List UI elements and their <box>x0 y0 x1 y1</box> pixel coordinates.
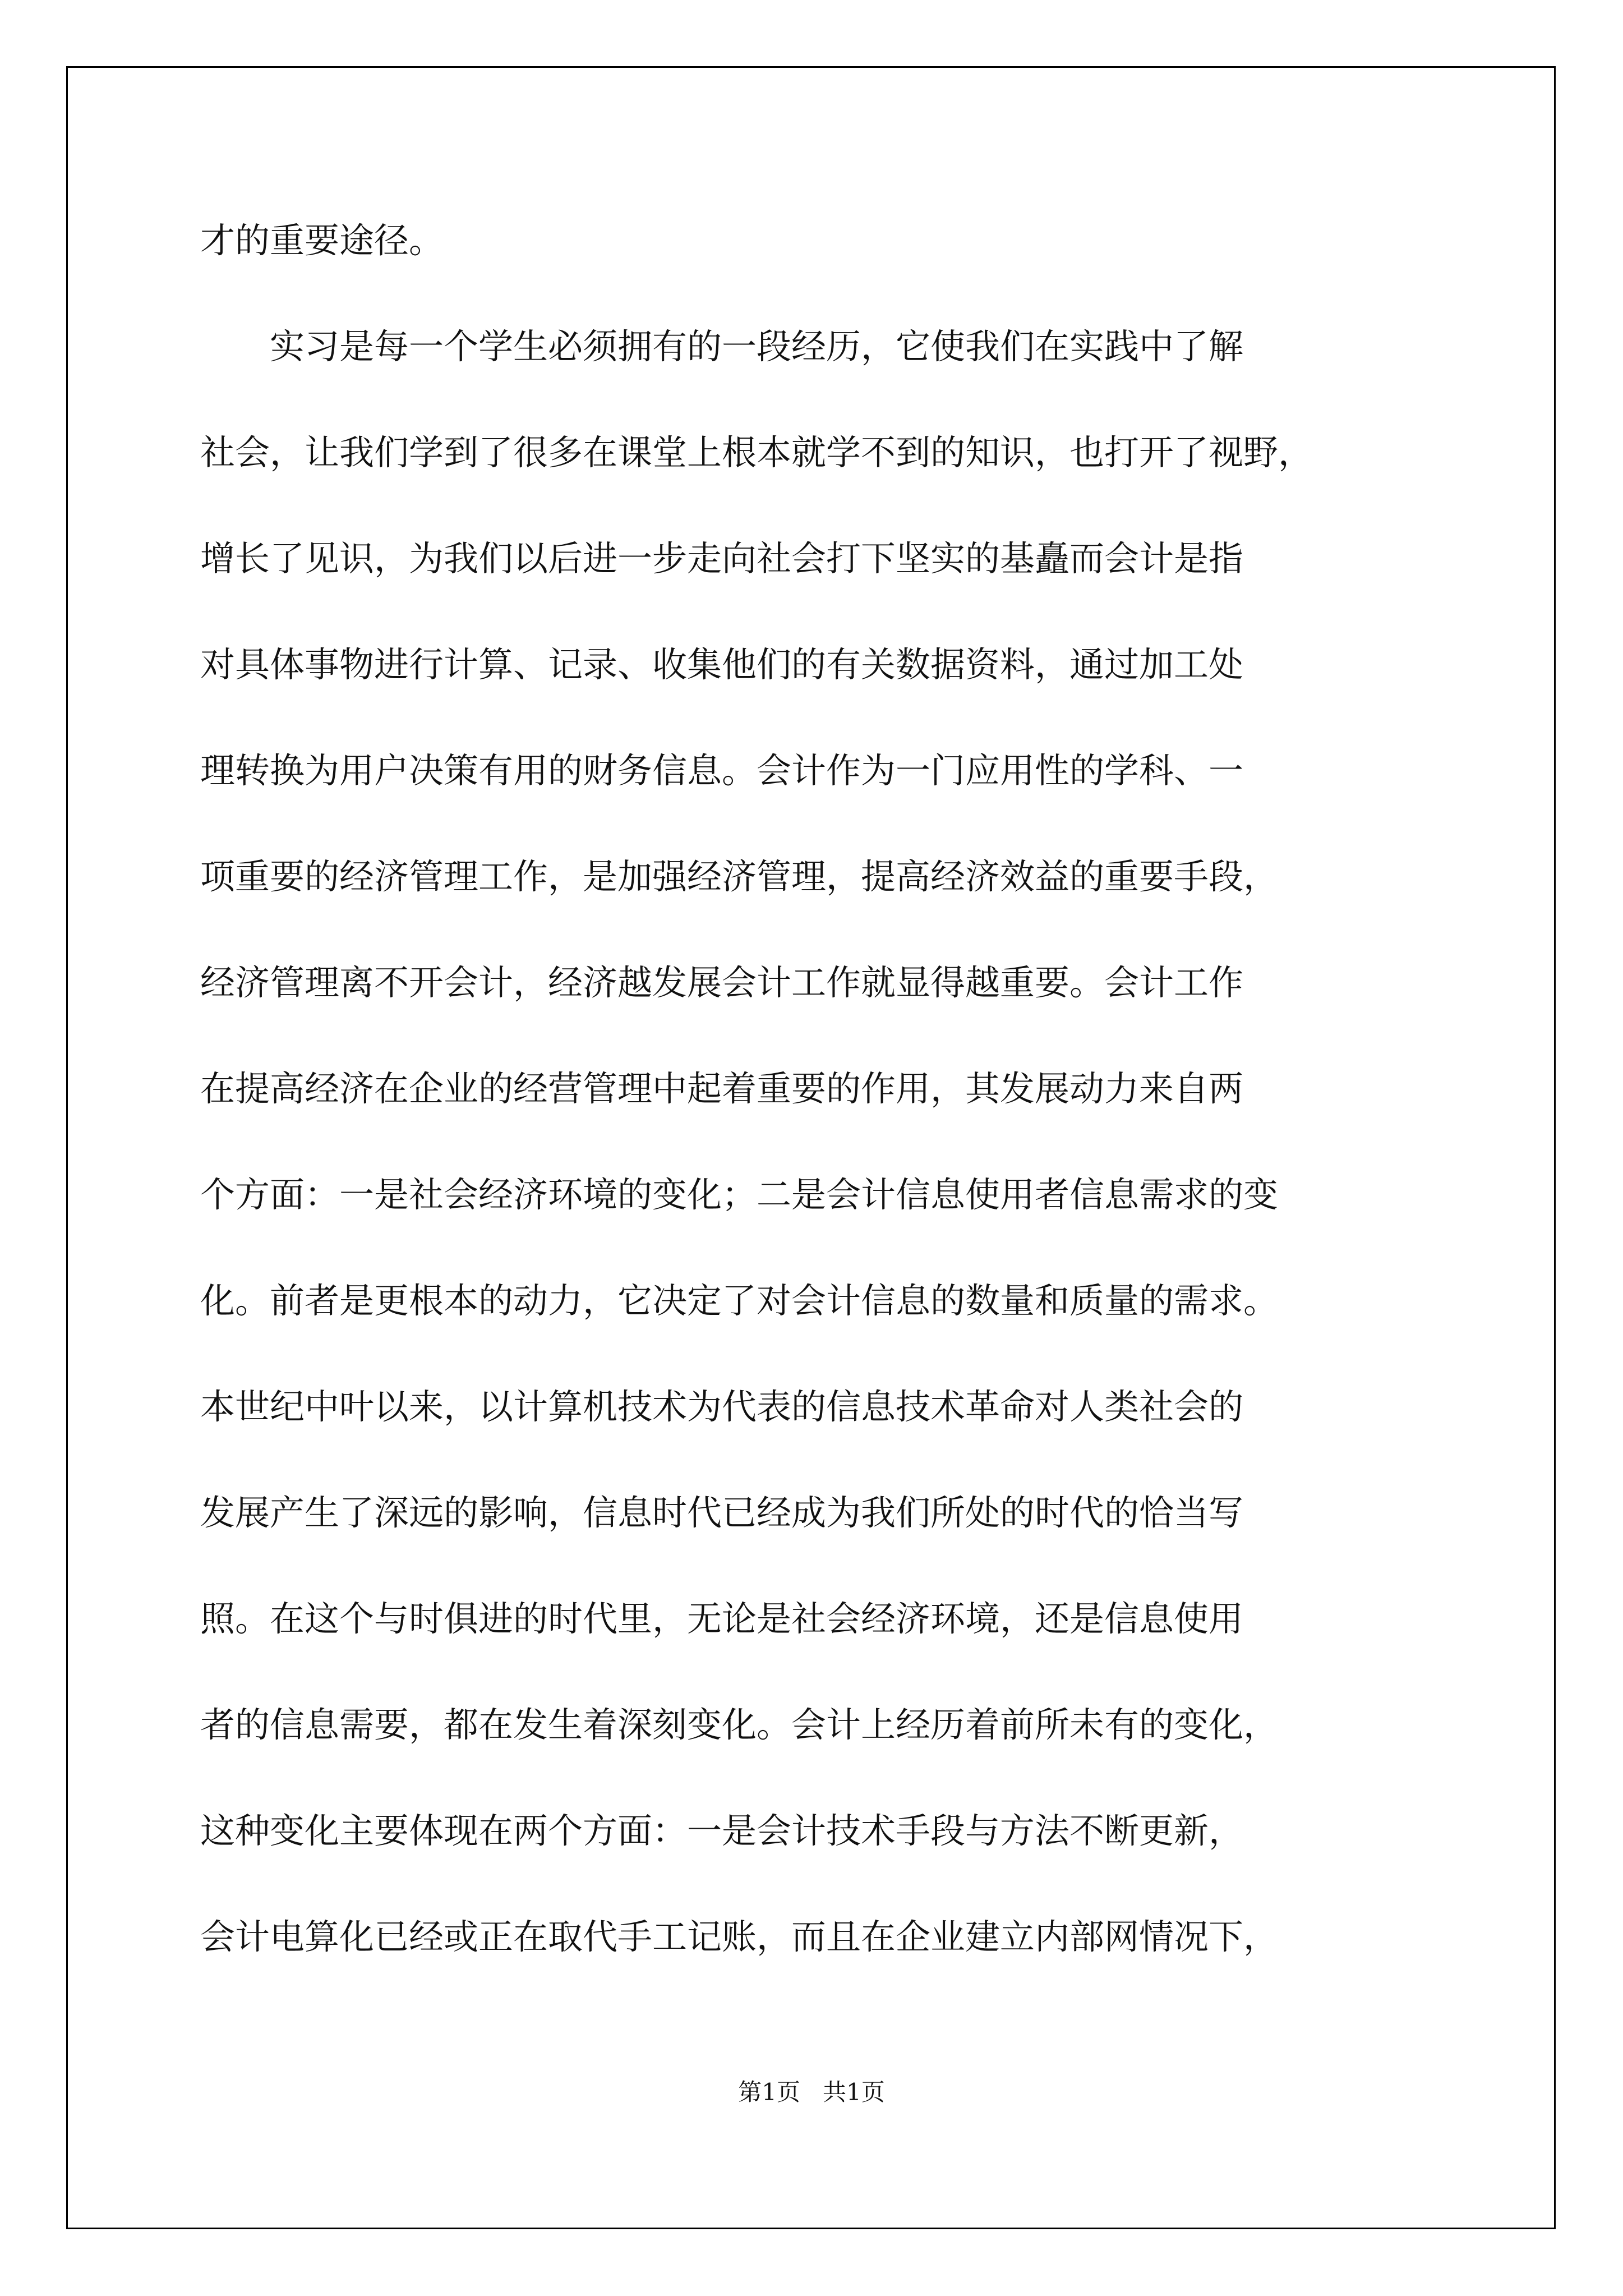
body-text-line: 经济管理离不开会计，经济越发展会计工作就显得越重要。会计工作 <box>200 962 1244 1003</box>
body-text-line: 化。前者是更根本的动力，它决定了对会计信息的数量和质量的需求。 <box>200 1280 1279 1321</box>
body-text-line: 本世纪中叶以来，以计算机技术为代表的信息技术革命对人类社会的 <box>200 1386 1244 1427</box>
body-text-line: 这种变化主要体现在两个方面：一是会计技术手段与方法不断更新， <box>200 1810 1244 1851</box>
body-text-line: 社会，让我们学到了很多在课堂上根本就学不到的知识，也打开了视野， <box>200 432 1313 473</box>
body-text-line: 项重要的经济管理工作，是加强经济管理，提高经济效益的重要手段， <box>200 856 1279 897</box>
body-text-line: 照。在这个与时俱进的时代里，无论是社会经济环境，还是信息使用 <box>200 1598 1244 1639</box>
body-text-line: 才的重要途径。 <box>200 220 444 261</box>
body-text-line: 对具体事物进行计算、记录、收集他们的有关数据资料，通过加工处 <box>200 644 1244 685</box>
body-text-line: 者的信息需要，都在发生着深刻变化。会计上经历着前所未有的变化， <box>200 1704 1279 1745</box>
body-text-line: 在提高经济在企业的经营管理中起着重要的作用，其发展动力来自两 <box>200 1068 1244 1109</box>
page-footer: 第1页 共1页 <box>738 2078 885 2106</box>
page-border <box>66 66 1556 2229</box>
body-text-line: 理转换为用户决策有用的财务信息。会计作为一门应用性的学科、一 <box>200 750 1244 791</box>
body-text-line: 个方面：一是社会经济环境的变化；二是会计信息使用者信息需求的变 <box>200 1174 1279 1215</box>
body-text-line: 增长了见识，为我们以后进一步走向社会打下坚实的基矗而会计是指 <box>200 538 1244 579</box>
body-text-line: 实习是每一个学生必须拥有的一段经历，它使我们在实践中了解 <box>200 326 1244 367</box>
body-text-line: 发展产生了深远的影响，信息时代已经成为我们所处的时代的恰当写 <box>200 1492 1244 1533</box>
body-text-line: 会计电算化已经或正在取代手工记账，而且在企业建立内部网情况下， <box>200 1916 1279 1957</box>
